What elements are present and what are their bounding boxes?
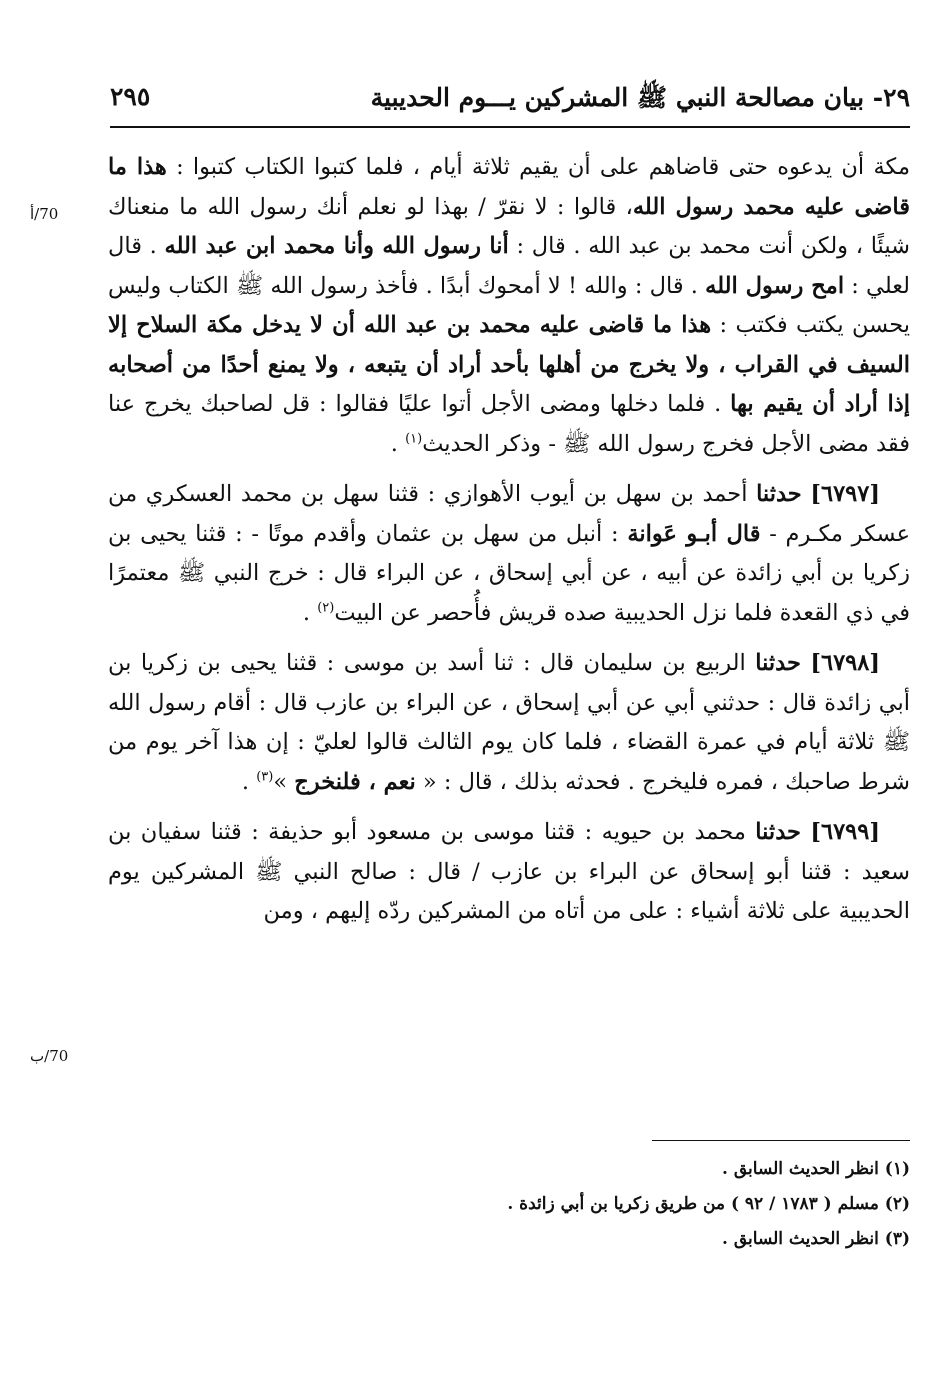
paragraph	[108, 644, 910, 802]
bold-text: نعم ، فلنخرج	[294, 768, 416, 795]
text-run: ، قالوا : لا نقرّ / بهذا لو نعلم أنك رسول الله ما منعناك شيئًا ، ولكن أنت محمد بن عبد الله . قال :	[108, 193, 910, 259]
bold-text: حدثنا	[755, 650, 801, 676]
text-run: : أنبل من سهل بن عثمان وأقدم موتًا - : قثنا يحيى بن زكريا بن أبي زائدة عن أبيه ، عن أبي إسحاق ، عن البراء قال : خرج النبي ﷺ معتمرًا في ذي القعدة فلما نزل الحديبية صده قريش فأُحصر عن البيت	[108, 520, 910, 626]
main-text	[108, 148, 910, 943]
hadith-number: [٦٧٩٧]	[810, 481, 880, 507]
bold-text: أنا رسول الله وأنا محمد ابن عبد الله	[164, 233, 509, 259]
text-run: . قال لعلي :	[108, 233, 910, 299]
text-run: .	[241, 768, 257, 795]
bold-text: حدثنا	[756, 481, 802, 507]
bold-text: هذا ما قاضى عليه محمد بن عبد الله أن لا يدخل مكة السلاح إلا السيف في القراب ، ولا يخرج من أهلها بأحد أراد أن يتبعه ، ولا يمنع أحدًا من أصحابه إذا أراد أن يقيم بها	[108, 312, 910, 417]
footnote: (١) انظر الحديث السابق .	[722, 1159, 910, 1179]
chapter-title: ٢٩- بيان مصالحة النبي ﷺ المشركين يـــوم الحديبية	[370, 83, 910, 112]
hadith-number: [٦٧٩٩]	[810, 819, 880, 845]
paragraph	[108, 475, 910, 633]
footnote: (٢) مسلم ( ١٧٨٣ / ٩٢ ) من طريق زكريا بن أبي زائدة .	[507, 1194, 910, 1214]
footnotes	[110, 1152, 910, 1257]
text-run: مكة أن يدعوه حتى قاضاهم على أن يقيم ثلاثة أيام ، فلما كتبوا الكتاب كتبوا :	[166, 154, 910, 180]
paragraph	[108, 148, 910, 464]
bold-text: حدثنا	[755, 819, 801, 845]
footnote-divider	[652, 1140, 910, 1141]
margin-folio-note: 70/ب	[30, 1047, 69, 1065]
bold-text: قال أبـو عَوانة	[627, 520, 761, 547]
text-run: محمد بن حيويه : قثنا موسى بن مسعود أبو حذيفة : قثنا سفيان بن سعيد : قثنا أبو إسحاق عن البراء بن عازب / قال : صالح النبي ﷺ المشركين يوم الحديبية على ثلاثة أشياء : على من أتاه من المشركين ردّه إليهم ، ومن	[108, 819, 910, 924]
text-run: الربيع بن سليمان قال : ثنا أسد بن موسى : قثنا يحيى بن زكريا بن أبي زائدة قال : حدثني أبي عن أبي إسحاق ، عن البراء بن عازب قال : أقام رسول الله ﷺ ثلاثة أيام في عمرة القضاء ، فلما كان يوم الثالث قالوا لعليّ : إن هذا آخر يوم من شرط صاحبك ، فمره فليخرج . فحدثه بذلك ، قال : «	[108, 650, 910, 795]
text-run: . فلما دخلها ومضى الأجل أتوا عليًا فقالوا : قل لصاحبك يخرج عنا فقد مضى الأجل فخرج رسول الله ﷺ - وذكر الحديث	[108, 391, 910, 457]
text-run: .	[302, 599, 318, 626]
paragraph	[108, 813, 910, 932]
header-divider	[110, 126, 910, 128]
bold-text: هذا ما قاضى عليه محمد رسول الله	[108, 154, 910, 220]
page-number: ٢٩٥	[110, 82, 151, 111]
margin-folio-note: 70/أ	[30, 205, 59, 223]
footnote-ref: (١)	[405, 431, 423, 446]
text-run: . قال : والله ! لا أمحوك أبدًا . فأخذ رسول الله ﷺ الكتاب وليس يحسن يكتب فكتب :	[108, 272, 910, 338]
footnote-ref: (٢)	[317, 600, 335, 615]
text-run: .	[390, 430, 406, 457]
text-run: »	[273, 768, 295, 795]
text-run: أحمد بن سهل بن أيوب الأهوازي : قثنا سهل بن محمد العسكري من عسكر مكـرم -	[108, 481, 911, 547]
hadith-number: [٦٧٩٨]	[810, 650, 881, 676]
footnote-ref: (٣)	[256, 769, 274, 784]
footnote: (٣) انظر الحديث السابق .	[722, 1229, 910, 1249]
running-header	[110, 78, 910, 118]
bold-text: امح رسول الله	[705, 272, 845, 299]
